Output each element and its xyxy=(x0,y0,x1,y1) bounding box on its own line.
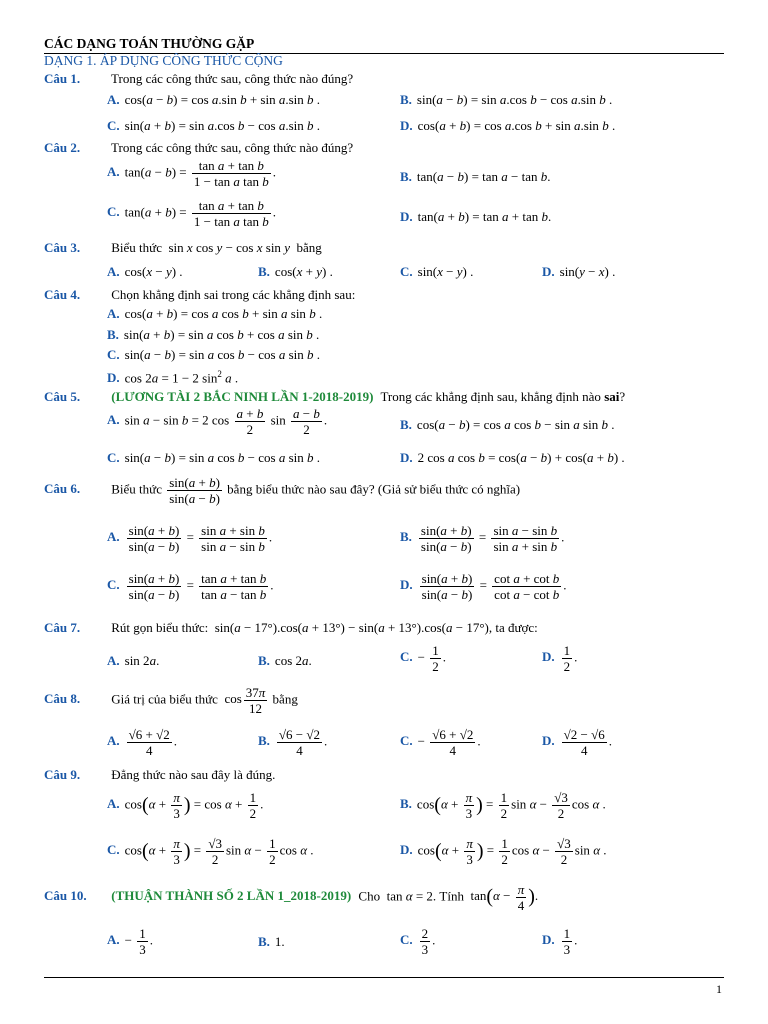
question-label: Câu 7. xyxy=(44,620,81,635)
question-text-mid: . Tính xyxy=(432,888,464,904)
question-10: Câu 10. (THUẬN THÀNH SỐ 2 LẦN 1_2018-2019) Cho tan α = 2. Tính tan(α − $\frac{\pi}{4}$ ). xyxy=(44,882,539,913)
doc-header xyxy=(44,36,724,52)
q5-option-b[interactable]: B. cos(a − b) = cos a cos b − sin a sin b . xyxy=(400,417,615,432)
q5-option-c[interactable]: C. sin(a − b) = sin a cos b − cos a sin b . xyxy=(107,450,321,465)
q7-option-b[interactable]: B. cos 2a. xyxy=(258,653,312,668)
q3-option-a[interactable]: A. cos(x − y) . xyxy=(107,264,183,279)
q3-option-d[interactable]: D. sin(y − x) . xyxy=(542,264,616,279)
question-source: (THUẬN THÀNH SỐ 2 LẦN 1_2018-2019) xyxy=(111,888,352,904)
q1-option-d[interactable]: D. cos(a + b) = cos a.cos b + sin a.sin b . xyxy=(400,118,616,133)
q1-option-b[interactable]: B. sin(a − b) = sin a.cos b − cos a.sin b . xyxy=(400,92,613,107)
q10-option-b[interactable]: B. 1. xyxy=(258,934,285,949)
q8-option-a[interactable]: A. $\frac{√6 + √2}{4}$ . xyxy=(107,727,177,758)
question-label: Câu 2. xyxy=(44,140,81,155)
q9-option-b[interactable]: B. cos(α + $\frac{\pi}{3}$ ) = $\frac{1}{2}$ sin α − $\frac{√3}{2}$ cos α . xyxy=(400,790,606,821)
q10-option-d[interactable]: D. $\frac{1}{3}$ . xyxy=(542,926,578,957)
section-title: DẠNG 1. ÁP DỤNG CÔNG THỨC CỘNG xyxy=(44,53,283,68)
question-label: Câu 10. xyxy=(44,888,87,904)
question-3: Câu 3. Biểu thức sin x cos y − cos x sin y bằng xyxy=(44,240,322,255)
q8-option-d[interactable]: D. $\frac{√2 - √6}{4}$ . xyxy=(542,727,612,758)
q7-option-c[interactable]: C. − $\frac{1}{2}$ . xyxy=(400,643,446,674)
q5-option-a[interactable]: A. sin a − sin b = 2 cos $\frac{a + b}{2}$ sin $\frac{a - b}{2}$ . xyxy=(107,406,328,437)
question-8: Câu 8. Giá trị của biểu thức cos $\frac{37\pi}{12}$ bằng xyxy=(44,685,298,716)
question-label: Câu 5. xyxy=(44,389,81,404)
q2-option-c[interactable]: C. tan(a + b) = $\frac{\text{tan a + tan b}}{\text{1 − tan a tan b}}$ . xyxy=(107,198,276,229)
q3-option-c[interactable]: C. sin(x − y) . xyxy=(400,264,474,279)
q9-option-a[interactable]: A. cos(α + $\frac{\pi}{3}$ ) = cos α + $\frac{1}{2}$ . xyxy=(107,790,264,821)
question-text: Trong các công thức sau, công thức nào đúng? xyxy=(111,140,354,155)
question-1 xyxy=(44,71,353,87)
q4-option-c[interactable]: C. sin(a − b) = sin a cos b − cos a sin b . xyxy=(107,347,321,362)
q10-option-c[interactable]: C. $\frac{2}{3}$ . xyxy=(400,926,436,957)
q7-option-a[interactable]: A. sin 2a. xyxy=(107,653,160,668)
question-text: Chọn khẳng định sai trong các khẳng định sau: xyxy=(111,287,356,302)
q5-option-d[interactable]: D. 2 cos a cos b = cos(a − b) + cos(a + b) . xyxy=(400,450,625,465)
q6-option-c[interactable]: C. $\frac{\sin(a + b)}{\sin(a - b)}$ = $\frac{\text{tan a + tan b}}{\text{tan a − tan b}}$ . xyxy=(107,571,274,602)
question-label: Câu 4. xyxy=(44,287,81,302)
question-text: Trong các công thức sau, công thức nào đúng? xyxy=(111,71,354,86)
question-label: Câu 1. xyxy=(44,71,81,86)
question-text: Giá trị của biểu thức xyxy=(111,691,218,707)
question-7: Câu 7. Rút gọn biểu thức: sin(a − 17°).cos(a + 13°) − sin(a + 13°).cos(a − 17°), ta được: xyxy=(44,620,538,635)
doc-title: CÁC DẠNG TOÁN THƯỜNG GẶP xyxy=(44,36,255,51)
question-label: Câu 8. xyxy=(44,691,81,707)
question-source: (LƯƠNG TÀI 2 BẮC NINH LẦN 1-2018-2019) xyxy=(111,389,374,404)
question-text: Biểu thức xyxy=(111,240,162,255)
question-text: Rút gọn biểu thức: xyxy=(111,620,209,635)
q6-option-d[interactable]: D. $\frac{\sin(a + b)}{\sin(a - b)}$ = $\frac{\text{cot a + cot b}}{\text{cot a − cot b}}$ . xyxy=(400,571,567,602)
question-text: Trong các khẳng định sau, khẳng định nào xyxy=(380,389,601,404)
question-text-tail: , ta được: xyxy=(488,620,538,635)
question-text-tail: bằng xyxy=(296,240,322,255)
question-text: Đẳng thức nào sau đây là đúng. xyxy=(111,767,276,782)
question-label: Câu 6. xyxy=(44,481,81,497)
q4-option-a[interactable]: A. cos(a + b) = cos a cos b + sin a sin b . xyxy=(107,306,323,321)
q9-option-d[interactable]: D. cos(α + $\frac{\pi}{3}$ ) = $\frac{1}{2}$ cos α − $\frac{√3}{2}$ sin α . xyxy=(400,836,607,867)
q6-option-a[interactable]: A. $\frac{\sin(a + b)}{\sin(a - b)}$ = $\frac{\text{sin a + sin b}}{\text{sin a − sin b}}$ . xyxy=(107,523,273,554)
q1-option-c[interactable]: C. sin(a + b) = sin a.cos b − cos a.sin b . xyxy=(107,118,321,133)
question-2 xyxy=(44,140,353,156)
q2-option-b[interactable]: B. tan(a − b) = tan a − tan b. xyxy=(400,169,551,184)
q8-option-b[interactable]: B. $\frac{√6 - √2}{4}$ . xyxy=(258,727,328,758)
question-text: Biểu thức xyxy=(111,481,162,497)
q10-option-a[interactable]: A. − $\frac{1}{3}$ . xyxy=(107,926,153,957)
question-9 xyxy=(44,767,275,783)
question-text-tail: bằng biểu thức nào sau đây? (Giả sử biểu thức có nghĩa) xyxy=(227,481,521,497)
question-label: Câu 3. xyxy=(44,240,81,255)
question-5: Câu 5. (LƯƠNG TÀI 2 BẮC NINH LẦN 1-2018-2019) Trong các khẳng định sau, khẳng định nào sai? xyxy=(44,389,626,404)
question-text-tail: bằng xyxy=(272,691,298,707)
q7-option-d[interactable]: D. $\frac{1}{2}$ . xyxy=(542,643,578,674)
q4-option-b[interactable]: B. sin(a + b) = sin a cos b + cos a sin b . xyxy=(107,327,320,342)
question-label: Câu 9. xyxy=(44,767,81,782)
q4-option-d[interactable]: D. cos 2a = 1 − 2 $\sin^2 a$ . xyxy=(107,369,239,386)
q2-option-a[interactable]: A. tan(a − b) = $\frac{\text{tan a + tan b}}{\text{1 − tan a tan b}}$ . xyxy=(107,158,276,189)
footer-rule xyxy=(44,977,724,978)
q2-option-d[interactable]: D. tan(a + b) = tan a + tan b. xyxy=(400,209,552,224)
question-text: Cho xyxy=(358,888,381,904)
q9-option-c[interactable]: C. cos(α + $\frac{\pi}{3}$ ) = $\frac{√3}{2}$ sin α − $\frac{1}{2}$ cos α . xyxy=(107,836,314,867)
question-emphasis: sai xyxy=(604,389,620,404)
q1-option-a[interactable]: A. cos(a − b) = cos a.sin b + sin a.sin b . xyxy=(107,92,321,107)
q8-option-c[interactable]: C. − $\frac{√6 + √2}{4}$ . xyxy=(400,727,481,758)
page-number: 1 xyxy=(716,982,722,996)
question-6: Câu 6. Biểu thức $\frac{\sin(a + b)}{\sin(a - b)}$ bằng biểu thức nào sau đây? (Giả sử biểu thức có nghĩa) xyxy=(44,475,521,506)
q6-option-b[interactable]: B. $\frac{\sin(a + b)}{\sin(a - b)}$ = $\frac{\text{sin a − sin b}}{\text{sin a + sin b}}$ . xyxy=(400,523,565,554)
question-4 xyxy=(44,287,355,303)
q3-option-b[interactable]: B. cos(x + y) . xyxy=(258,264,333,279)
